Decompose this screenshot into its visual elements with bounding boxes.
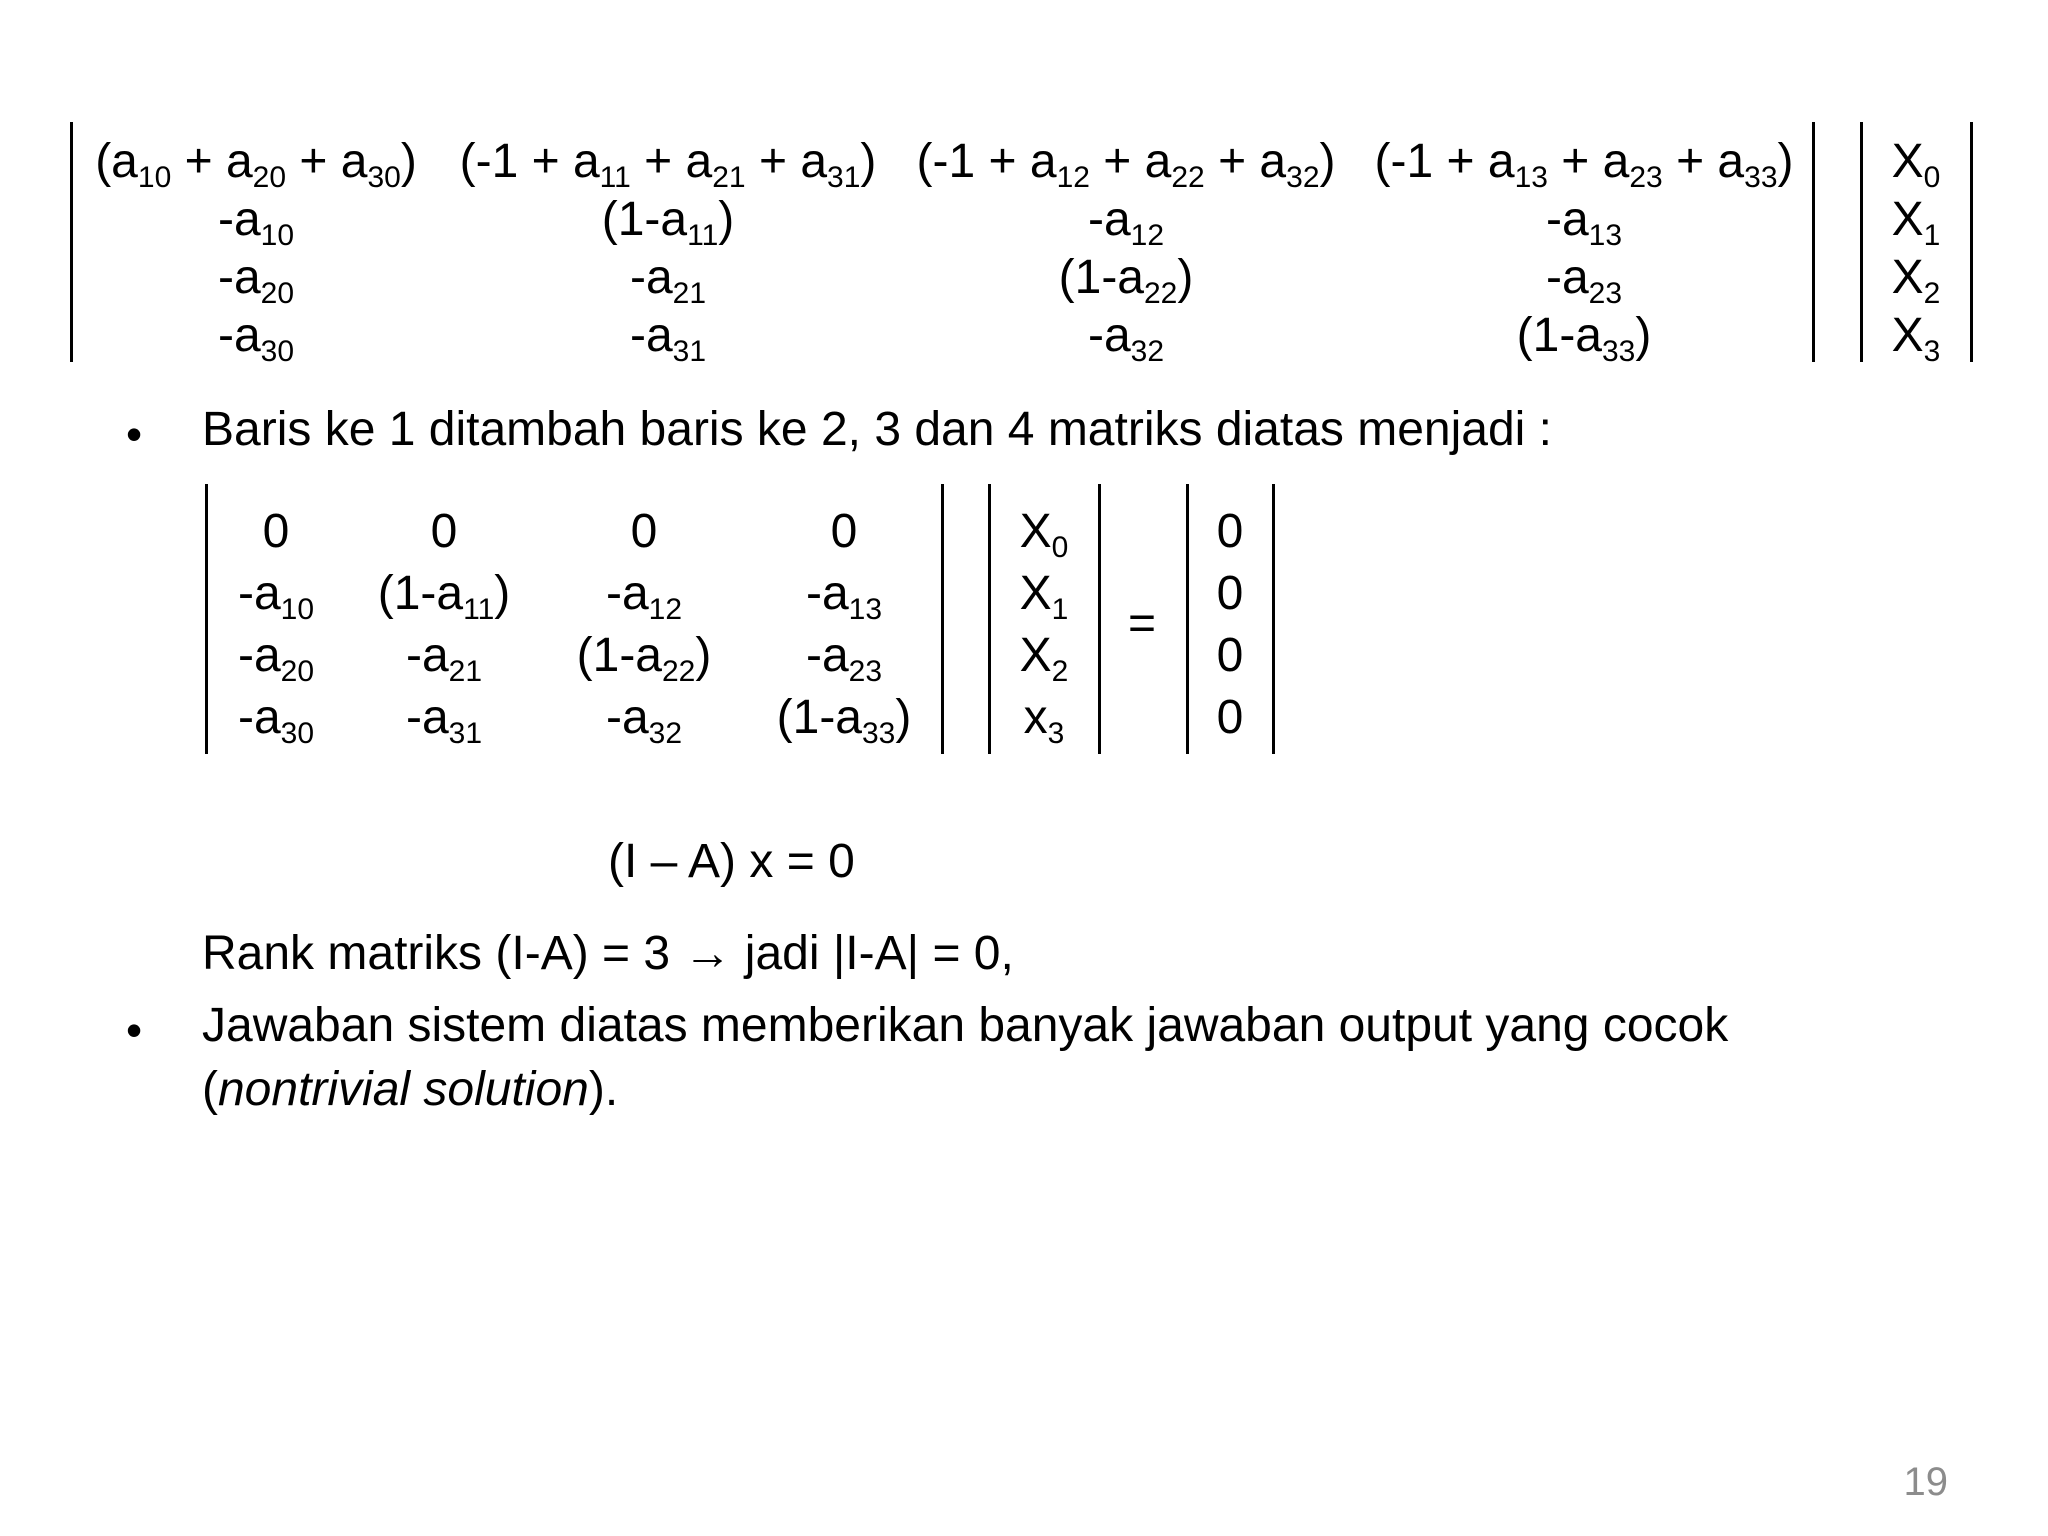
- matrix2-left-bar: [205, 484, 208, 754]
- equation: (I – A) x = 0: [608, 835, 855, 888]
- bullet-marker: •: [126, 1004, 143, 1056]
- matrix1-cell: $(-1 + a_{11} + a_{21} + a_{31})$: [459, 135, 877, 194]
- vector2-cell: $X_1$: [1019, 567, 1069, 626]
- matrix2-cell: 0: [630, 505, 658, 558]
- vector2-cell: $X_2$: [1019, 629, 1069, 688]
- vector2-left-bar: [988, 484, 991, 754]
- matrix2-cell: $-a_{23}$: [805, 629, 883, 688]
- vector2-cell: $x_3$: [1023, 691, 1065, 750]
- bullet2-line1: Jawaban sistem diatas memberikan banyak jawaban output yang cocok: [202, 999, 1729, 1052]
- result-cell: 0: [1216, 567, 1244, 620]
- matrix1-cell: $(1-a_{11})$: [601, 193, 735, 252]
- matrix2-cell: $-a_{20}$: [237, 629, 315, 688]
- vector1-left-bar: [1860, 122, 1863, 362]
- matrix2-cell: $-a_{12}$: [605, 567, 683, 626]
- result-cell: 0: [1216, 629, 1244, 682]
- matrix2-cell: 0: [262, 505, 290, 558]
- bullet2-text: [202, 994, 1948, 1058]
- matrix1-cell: $-a_{13}$: [1545, 193, 1623, 252]
- matrix2-cell: $-a_{31}$: [405, 691, 483, 750]
- rank-text-after: jadi |I-A| = 0,: [731, 927, 1014, 980]
- vector1-cell: $X_0$: [1891, 135, 1941, 194]
- bullet-marker: •: [126, 408, 143, 460]
- matrix1-cell: $-a_{31}$: [629, 309, 707, 368]
- matrix2-cell: $(1-a_{11})$: [377, 567, 511, 626]
- equals-sign: =: [1127, 597, 1157, 650]
- italic-term: nontrivial solution: [217, 1063, 589, 1116]
- matrix1-cell: $-a_{10}$: [217, 193, 295, 252]
- matrix1-cell: $(a_{10} + a_{20} + a_{30})$: [95, 135, 417, 194]
- matrix1-cell: $-a_{12}$: [1087, 193, 1165, 252]
- vector1-cell: $X_3$: [1891, 309, 1941, 368]
- matrix2-cell: $-a_{13}$: [805, 567, 883, 626]
- matrix2-cell: $-a_{32}$: [605, 691, 683, 750]
- matrix1-cell: $-a_{21}$: [629, 251, 707, 310]
- matrix1-cell: $-a_{23}$: [1545, 251, 1623, 310]
- rank-text: Rank matriks (I-A) = 3: [202, 927, 684, 980]
- matrix1-cell: $(-1 + a_{13} + a_{23} + a_{33})$: [1374, 135, 1794, 194]
- matrix2-cell: $(1-a_{22})$: [576, 629, 712, 688]
- arrow-icon: →: [683, 927, 732, 980]
- matrix2-cell: $(1-a_{33})$: [776, 691, 912, 750]
- result-left-bar: [1186, 484, 1189, 754]
- bullet2-line2: [202, 1058, 618, 1122]
- matrix1-right-bar: [1812, 122, 1815, 362]
- matrix1-cell: $(1-a_{22})$: [1058, 251, 1194, 310]
- matrix2-right-bar: [941, 484, 944, 754]
- result-right-bar: [1272, 484, 1275, 754]
- vector2-cell: $X_0$: [1019, 505, 1069, 564]
- matrix1-cell: $(1-a_{33})$: [1516, 309, 1652, 368]
- rank-line: [202, 922, 1014, 986]
- vector2-right-bar: [1098, 484, 1101, 754]
- matrix1-cell: $-a_{20}$: [217, 251, 295, 310]
- matrix2-cell: 0: [830, 505, 858, 558]
- page-number: 19: [1903, 1460, 1948, 1504]
- result-cell: 0: [1216, 505, 1244, 558]
- matrix1-left-bar: [70, 122, 73, 362]
- bullet1-text: Baris ke 1 ditambah baris ke 2, 3 dan 4 matriks diatas menjadi :: [202, 403, 1552, 456]
- vector1-cell: $X_1$: [1891, 193, 1941, 252]
- vector1-cell: $X_2$: [1891, 251, 1941, 310]
- matrix2-cell: $-a_{21}$: [405, 629, 483, 688]
- paren-open: (: [202, 1063, 218, 1116]
- matrix1-cell: $-a_{32}$: [1087, 309, 1165, 368]
- matrix1-cell: $(-1 + a_{12} + a_{22} + a_{32})$: [916, 135, 1336, 194]
- matrix1-cell: $-a_{30}$: [217, 309, 295, 368]
- matrix2-cell: $-a_{10}$: [237, 567, 315, 626]
- paren-close: ).: [588, 1063, 619, 1116]
- vector1-right-bar: [1970, 122, 1973, 362]
- matrix2-cell: 0: [430, 505, 458, 558]
- result-cell: 0: [1216, 691, 1244, 744]
- matrix2-cell: $-a_{30}$: [237, 691, 315, 750]
